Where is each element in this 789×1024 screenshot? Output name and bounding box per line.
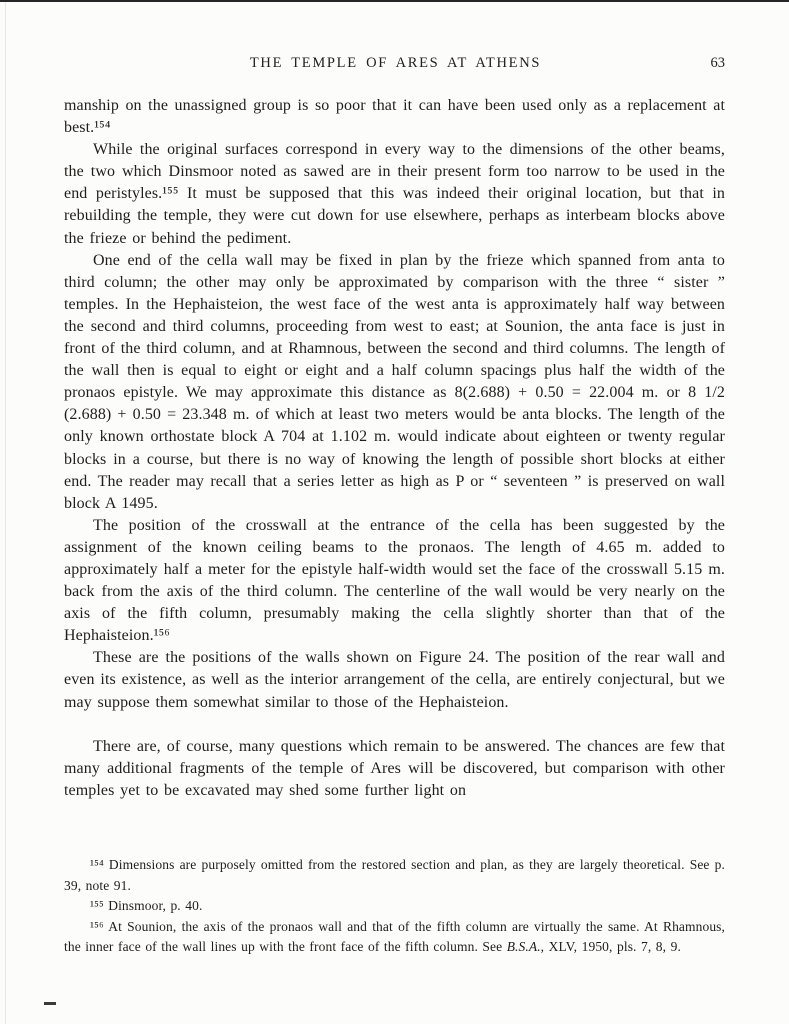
page-header [64, 55, 727, 75]
scan-artifact-left-edge [5, 0, 6, 1024]
paragraph: There are, of course, many questions which remain to be answered. The chances are few that many additional fragments of the temple of Ares will be discovered, but comparison with other temples yet to be excavated may shed some further light on [64, 737, 725, 799]
paragraph-continuation: manship on the unassigned group is so poor that it can have been used only as a replacement at best.¹⁵⁴ [64, 97, 725, 137]
paragraph: While the original surfaces correspond in every way to the dimensions of the other beams, the two which Dinsmoor noted as sawed are in their present form too narrow to be used in the end peristyles.¹⁵⁵ It must be supposed that this was indeed their original location, but that in rebuilding the temple, they were cut down for use elsewhere, perhaps as interbeam blocks above the frieze or behind the pediment. [64, 141, 725, 247]
running-title: THE TEMPLE OF ARES AT ATHENS [249, 55, 542, 71]
footnote-156-citation: B.S.A. [506, 939, 541, 955]
footnote-156-text-end: , XLV, 1950, pls. 7, 8, 9. [540, 939, 681, 955]
footnotes [64, 855, 725, 958]
footnote-156 [64, 917, 725, 958]
scan-artifact-mark [44, 1002, 56, 1005]
paragraph: These are the positions of the walls shown on Figure 24. The position of the rear wall and even its existence, as well as the interior arrangement of the cella, are entirely conjectural, but we may suppose them somewhat similar to those of the Hephaisteion. [64, 649, 725, 711]
paragraph: One end of the cella wall may be fixed in plan by the frieze which spanned from anta to third column; the other may only be approximated by comparison with the three “ sister ” temples. In the Hephaisteion, the west face of the west anta is approximately half way between the second and third columns, proceeding from west to east; at Sounion, the anta face is just in front of the third column, and at Rhamnous, between the second and third columns. The length of the wall then is equal to eight or eight and a half column spacings plus half the width of the pronaos epistyle. We may approximate this distance as 8(2.688) + 0.50 = 22.004 m. or 8 1/2 (2.688) + 0.50 = 23.348 m. of which at least two meters would be anta blocks. The length of the only known orthostate block A 704 at 1.102 m. would indicate about eighteen or twenty regular blocks in a course, but there is no way of knowing the length of possible short blocks at either end. The reader may recall that a series letter as high as P or “ seventeen ” is preserved on wall block A 1495. [64, 251, 725, 512]
scan-artifact-top-edge [0, 0, 789, 2]
footnote-156-text: ¹⁵⁶ At Sounion, the axis of the pronaos wall and that of the fifth column are virtually the same. At Rhamnous, the inner face of the wall lines up with the front face of the fifth column. See [64, 918, 725, 955]
footnote-154: ¹⁵⁴ Dimensions are purposely omitted from the restored section and plan, as they are largely theoretical. See p. 39, note 91. [64, 857, 725, 893]
footnote-155: ¹⁵⁵ Dinsmoor, p. 40. [90, 898, 203, 914]
body-text [64, 95, 725, 802]
page-number: 63 [710, 55, 725, 71]
paragraph: The position of the crosswall at the entrance of the cella has been suggested by the assignment of the known ceiling beams to the pronaos. The length of 4.65 m. added to approximately half a meter for the epistyle half-width would set the face of the crosswall 5.15 m. back from the axis of the third column. The centerline of the wall would be very nearly on the axis of the fifth column, presumably making the cella slightly shorter than that of the Hephaisteion.¹⁵⁶ [64, 516, 725, 645]
